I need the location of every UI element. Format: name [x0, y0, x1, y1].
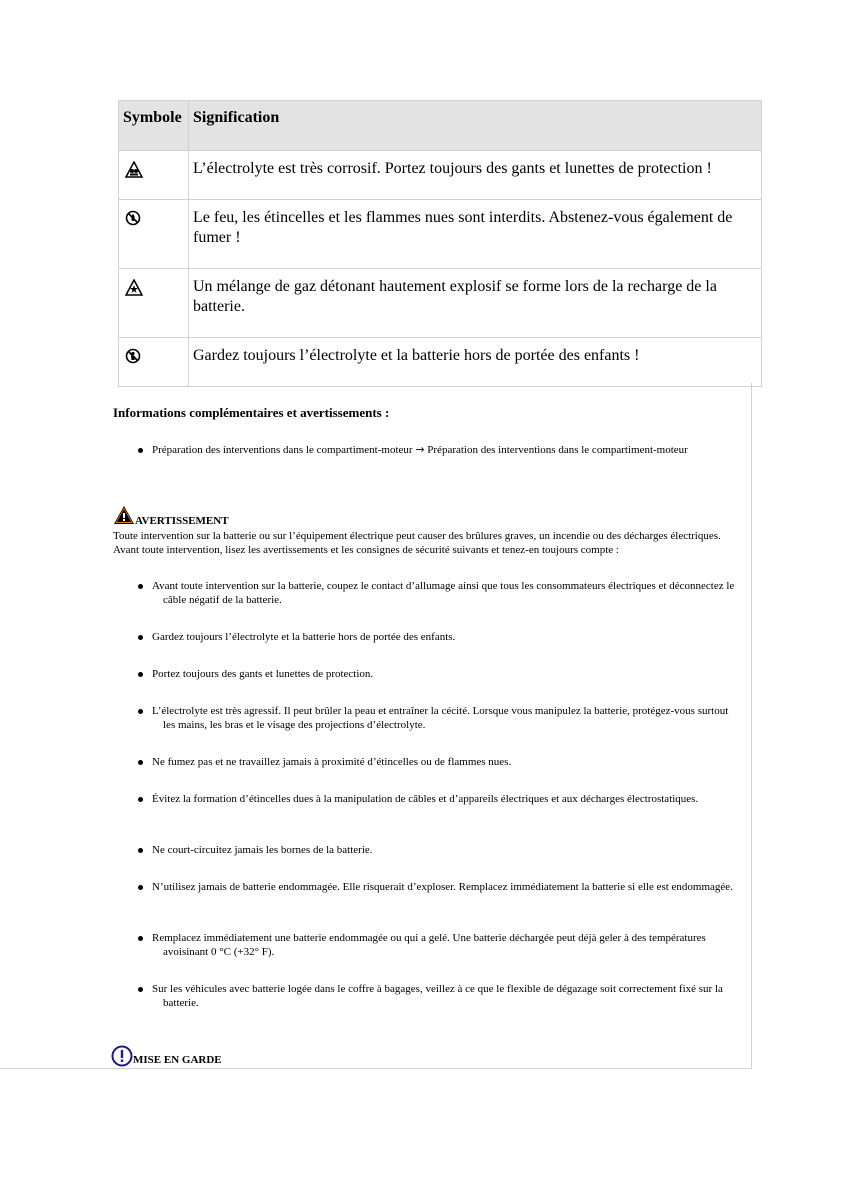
- list-item: Avant toute intervention sur la batterie, coupez le contact d’allumage ainsi que tous les consommateurs électriques et déconnectez le câble négatif de la batterie.: [152, 579, 743, 607]
- cross-reference-link-left[interactable]: Préparation des interventions dans le compartiment-moteur: [152, 444, 413, 456]
- frame-border-bottom: [0, 1068, 752, 1069]
- list-item: Ne court-circuitez jamais les bornes de la batterie.: [152, 843, 743, 857]
- cross-reference-item: [152, 443, 733, 457]
- cross-reference-link-right[interactable]: Préparation des interventions dans le compartiment-moteur: [427, 444, 688, 456]
- table-header-row: [119, 101, 762, 151]
- table-row: [119, 151, 762, 200]
- list-item: Sur les véhicules avec batterie logée dans le coffre à bagages, veillez à ce que le flexible de dégazage soit correctement fixé sur la batterie.: [152, 982, 743, 1010]
- caution-exclamation-icon: [111, 1045, 133, 1067]
- row-text: L’électrolyte est très corrosif. Portez toujours des gants et lunettes de protection !: [189, 151, 762, 200]
- warning-title: AVERTISSEMENT: [135, 515, 229, 527]
- list-item: Gardez toujours l’électrolyte et la batterie hors de portée des enfants.: [152, 630, 743, 644]
- row-text: Gardez toujours l’électrolyte et la batterie hors de portée des enfants !: [189, 338, 762, 387]
- info-title: Informations complémentaires et avertissements :: [113, 405, 390, 420]
- list-item: Remplacez immédiatement une batterie endommagée ou qui a gelé. Une batterie déchargée peut déjà geler à des températures avoisinant 0 °C (+32° F).: [152, 931, 743, 959]
- table-row: [119, 269, 762, 338]
- list-item: L’électrolyte est très agressif. Il peut brûler la peau et entraîner la cécité. Lorsque vous manipulez la batterie, protégez-vous surtout les mains, les bras et le visage des projections d’électrolyte.: [152, 704, 743, 732]
- row-text: Un mélange de gaz détonant hautement explosif se forme lors de la recharge de la batterie.: [189, 269, 762, 338]
- list-item: Ne fumez pas et ne travaillez jamais à proximité d’étincelles ou de flammes nues.: [152, 755, 743, 769]
- list-item: Évitez la formation d’étincelles dues à la manipulation de câbles et d’appareils électriques et aux décharges électrostatiques.: [152, 792, 743, 806]
- corrosive-protection-icon: [125, 161, 143, 178]
- list-item: N’utilisez jamais de batterie endommagée. Elle risquerait d’exploser. Remplacez immédiatement la batterie si elle est endommagée.: [152, 880, 743, 894]
- frame-border-right: [751, 383, 752, 1068]
- caution-title: MISE EN GARDE: [133, 1054, 222, 1066]
- no-fire-icon: [125, 210, 141, 226]
- explosive-gas-icon: [125, 279, 143, 296]
- arrow-icon: →: [415, 443, 425, 456]
- keep-from-children-icon: [125, 348, 141, 364]
- symbol-table: [118, 100, 762, 387]
- header-symbol: Symbole: [119, 101, 189, 151]
- table-row: [119, 338, 762, 387]
- warning-body: Toute intervention sur la batterie ou sur l’équipement électrique peut causer des brûlures graves, un incendie ou des décharges électriques. Avant toute intervention, lisez les avertissements et les consignes de sécurité suivants et tenez-en toujours compte :: [113, 530, 721, 556]
- header-meaning: Signification: [189, 101, 762, 151]
- table-row: [119, 200, 762, 269]
- row-text: Le feu, les étincelles et les flammes nues sont interdits. Abstenez-vous également de fumer !: [189, 200, 762, 269]
- warning-triangle-icon: [113, 505, 135, 525]
- list-item: Portez toujours des gants et lunettes de protection.: [152, 667, 743, 681]
